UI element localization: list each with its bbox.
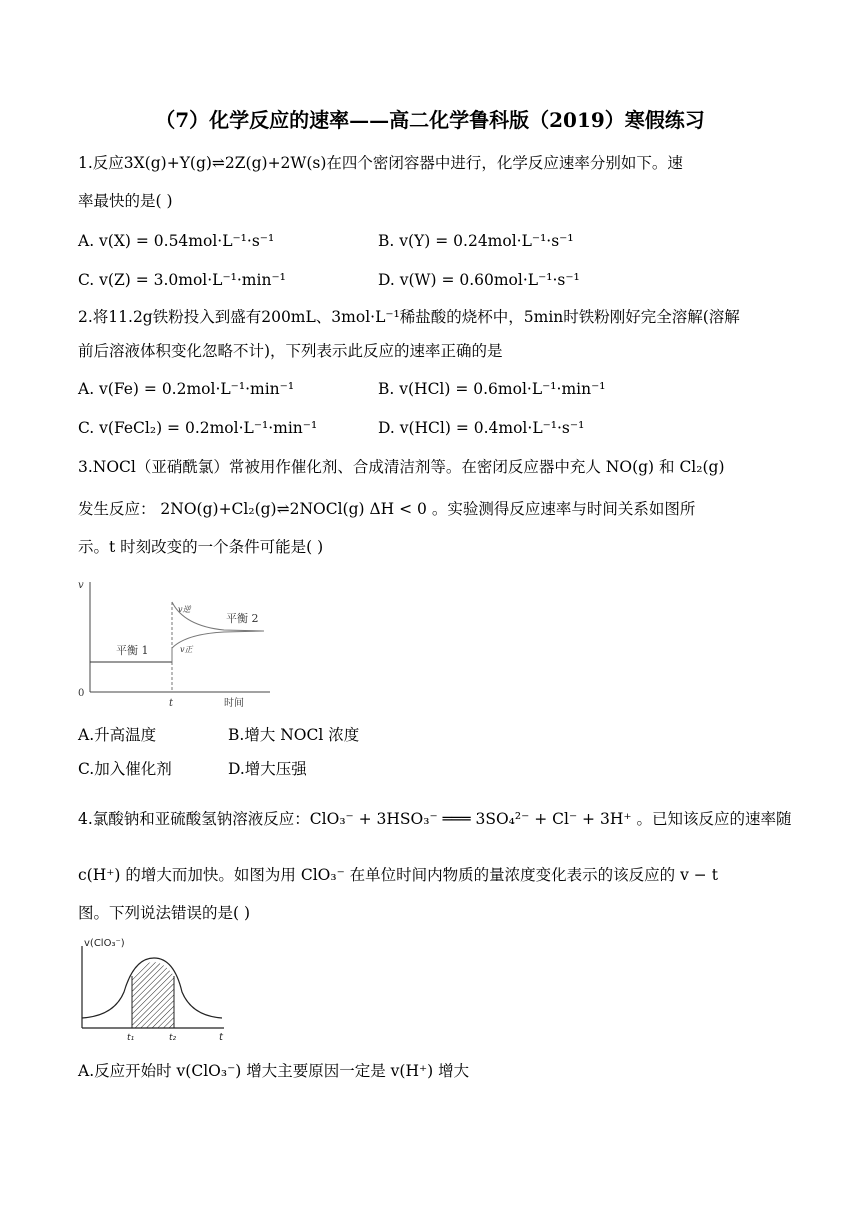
q3-equilibrium2-label: 平衡 2: [226, 612, 259, 625]
page-title: （7）化学反应的速率——高二化学鲁科版（2019）寒假练习: [155, 108, 705, 132]
q4-option-a: A.反应开始时 v(ClO₃⁻) 增大主要原因一定是 v(H⁺) 增大: [78, 1062, 470, 1080]
q3-option-a: A.升高温度: [78, 726, 157, 744]
q1-option-c: C. v(Z) = 3.0mol·L⁻¹·min⁻¹: [78, 271, 286, 289]
q3-option-b: B.增大 NOCl 浓度: [228, 726, 360, 744]
q4-hatched-area: [132, 962, 174, 1028]
q4-stem-line1: 4.氯酸钠和亚硫酸氢钠溶液反应：ClO₃⁻ + 3HSO₃⁻ ═══ 3SO₄²⁻ + Cl⁻ + 3H⁺ 。已知该反应的速率随: [78, 810, 792, 828]
q3-option-c: C.加入催化剂: [78, 760, 172, 778]
q3-origin-label: 0: [78, 688, 85, 699]
q3-y-axis-label: v: [78, 580, 84, 591]
q1-option-a: A. v(X) = 0.54mol·L⁻¹·s⁻¹: [78, 232, 275, 250]
q3-rate-time-graph: [74, 574, 274, 714]
q3-option-d: D.增大压强: [228, 760, 307, 778]
q2-option-c: C. v(FeCl₂) = 0.2mol·L⁻¹·min⁻¹: [78, 419, 318, 437]
q1-stem-line2: 率最快的是( ): [78, 192, 173, 210]
q1-stem-line1: 1.反应3X(g)+Y(g)⇌2Z(g)+2W(s)在四个密闭容器中进行，化学反应速率分别如下。速: [78, 154, 683, 172]
q2-option-b: B. v(HCl) = 0.6mol·L⁻¹·min⁻¹: [378, 380, 606, 398]
q4-y-axis-label: v(ClO₃⁻): [84, 938, 125, 949]
q3-equilibrium1-label: 平衡 1: [116, 644, 149, 657]
q4-rate-time-graph: [74, 936, 234, 1046]
q4-t2-label: t₂: [169, 1033, 177, 1043]
q4-stem-line3: 图。下列说法错误的是( ): [78, 904, 251, 922]
q2-stem-line1: 2.将11.2g铁粉投入到盛有200mL、3mol·L⁻¹稀盐酸的烧杯中，5min时铁粉刚好完全溶解(溶解: [78, 308, 740, 326]
q3-stem-line1: 3.NOCl（亚硝酰氯）常被用作催化剂、合成清洁剂等。在密闭反应器中充人 NO(g) 和 Cl₂(g): [78, 458, 725, 476]
q1-option-b: B. v(Y) = 0.24mol·L⁻¹·s⁻¹: [378, 232, 574, 250]
q1-option-d: D. v(W) = 0.60mol·L⁻¹·s⁻¹: [378, 271, 580, 289]
q3-v-forward-label: v正: [180, 645, 193, 654]
q4-x-axis-label: t: [219, 1032, 223, 1043]
q2-option-a: A. v(Fe) = 0.2mol·L⁻¹·min⁻¹: [78, 380, 295, 398]
q3-v-reverse-label: v逆: [178, 605, 191, 614]
q3-t-label: t: [169, 698, 174, 709]
q3-x-axis-label: 时间: [224, 698, 244, 709]
q3-stem-line3: 示。t 时刻改变的一个条件可能是( ): [78, 538, 324, 556]
q3-stem-line2: 发生反应： 2NO(g)+Cl₂(g)⇌2NOCl(g) ΔH < 0 。实验测得反应速率与时间关系如图所: [78, 500, 696, 518]
q4-t1-label: t₁: [127, 1033, 135, 1043]
q2-option-d: D. v(HCl) = 0.4mol·L⁻¹·s⁻¹: [378, 419, 585, 437]
q2-stem-line2: 前后溶液体积变化忽略不计)，下列表示此反应的速率正确的是: [78, 342, 503, 360]
q4-stem-line2: c(H⁺) 的增大而加快。如图为用 ClO₃⁻ 在单位时间内物质的量浓度变化表示的该反应的 v − t: [78, 866, 718, 884]
